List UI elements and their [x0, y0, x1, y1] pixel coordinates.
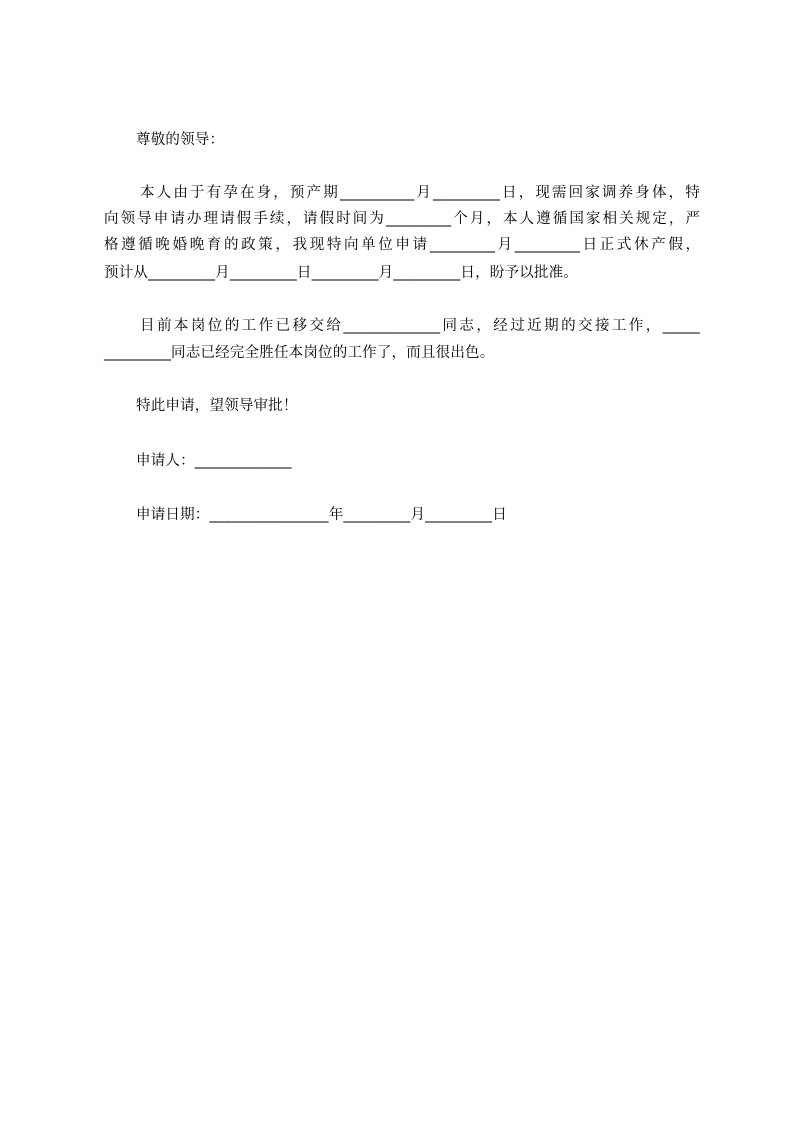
paragraph1-line2: 向领导申请办理请假手续，请假时间为_________个月，本人遵循国家相关规定，严 — [104, 211, 700, 227]
applicant-field: 申请人：_____________ — [136, 453, 292, 469]
date-field: 申请日期：________________年_________月_________日 — [136, 507, 507, 523]
paragraph1-line3: 格遵循晚婚晚育的政策，我现特向单位申请_________月_________日正式休产假， — [104, 237, 700, 253]
salutation: 尊敬的领导： — [136, 132, 225, 148]
paragraph2-line1: 目前本岗位的工作已移交给_____________同志，经过近期的交接工作，_____ — [140, 318, 700, 334]
closing-line: 特此申请，望领导审批！ — [136, 398, 298, 414]
paragraph2-line2: _________同志已经完全胜任本岗位的工作了，而且很出色。 — [104, 345, 495, 361]
paragraph1-line4: 预计从_________月_________日_________月_________日，盼予以批准。 — [104, 265, 578, 281]
paragraph1-line1: 本人由于有孕在身，预产期__________月_________日，现需回家调养身体，特 — [140, 185, 700, 201]
